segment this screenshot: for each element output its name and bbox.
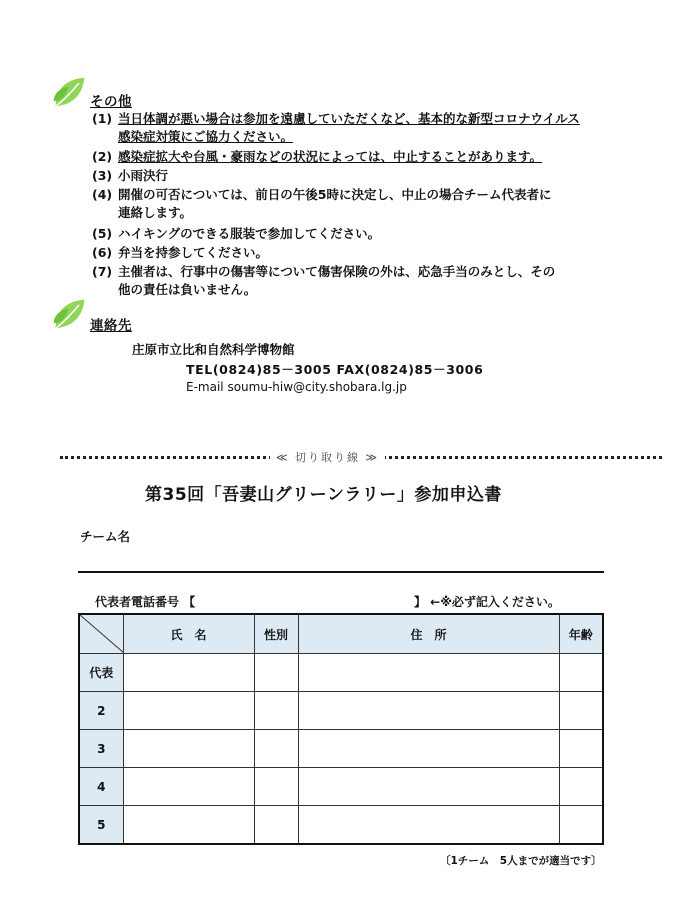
item-number: (1) <box>92 111 113 126</box>
contact-section-title: 連絡先 <box>90 318 132 334</box>
name-cell[interactable] <box>123 654 254 692</box>
item-text: 小雨決行 <box>118 168 169 183</box>
table-row <box>79 654 603 692</box>
table-row <box>79 692 603 730</box>
list-item <box>92 148 652 166</box>
item-text: 弁当を持参してください。 <box>118 245 269 260</box>
item-text: 感染症拡大や台風・豪雨などの状況によっては、中止することがあります。 <box>118 149 543 164</box>
col-name-header: 氏 名 <box>123 614 254 654</box>
item-text: 当日体調が悪い場合は参加を遠慮していただくなど、基本的な新型コロナウイルス <box>118 111 580 126</box>
age-cell[interactable] <box>559 806 603 845</box>
corner-cell <box>79 614 123 654</box>
cut-line-label: ≪ 切り取り線 ≫ <box>270 449 385 465</box>
name-cell[interactable] <box>123 730 254 768</box>
list-item <box>92 110 652 146</box>
item-number: (6) <box>92 245 113 260</box>
address-cell[interactable] <box>298 730 559 768</box>
item-text: 開催の可否については、前日の午後5時に決定し、中止の場合チーム代表者に <box>118 187 552 202</box>
team-name-label: チーム名 <box>80 529 131 544</box>
row-label: 4 <box>79 768 123 806</box>
age-cell[interactable] <box>559 730 603 768</box>
gender-cell[interactable] <box>254 654 298 692</box>
address-cell[interactable] <box>298 692 559 730</box>
col-address-header: 住 所 <box>298 614 559 654</box>
list-item <box>92 186 652 222</box>
item-text-cont: 感染症対策にご協力ください。 <box>118 129 294 144</box>
list-item <box>92 244 652 262</box>
row-label: 2 <box>79 692 123 730</box>
item-text-cont: 連絡します。 <box>118 205 193 220</box>
item-number: (2) <box>92 149 113 164</box>
age-cell[interactable] <box>559 768 603 806</box>
gender-cell[interactable] <box>254 768 298 806</box>
age-cell[interactable] <box>559 692 603 730</box>
address-cell[interactable] <box>298 654 559 692</box>
item-number: (7) <box>92 264 113 279</box>
item-text-cont: 他の責任は負いません。 <box>118 282 257 297</box>
contact-tel-fax: TEL(0824)85－3005 FAX(0824)85－3006 <box>186 362 484 377</box>
col-gender-header: 性別 <box>254 614 298 654</box>
leaf-icon <box>52 74 88 110</box>
diagonal-line <box>80 615 124 653</box>
gender-cell[interactable] <box>254 730 298 768</box>
list-item <box>92 263 652 299</box>
other-section-title: その他 <box>90 94 132 110</box>
item-number: (3) <box>92 168 113 183</box>
table-footnote: 〔1チーム 5人までが適当です〕 <box>440 855 602 867</box>
name-cell[interactable] <box>123 806 254 845</box>
name-cell[interactable] <box>123 692 254 730</box>
list-item <box>92 225 652 243</box>
leaf-icon <box>52 296 88 332</box>
list-item <box>92 167 652 185</box>
address-cell[interactable] <box>298 806 559 845</box>
name-cell[interactable] <box>123 768 254 806</box>
col-age-header: 年齢 <box>559 614 603 654</box>
entry-table <box>78 613 604 845</box>
phone-note: 】 ←※必ず記入ください。 <box>414 595 560 609</box>
table-header-row <box>79 614 603 654</box>
contact-org: 庄原市立比和自然科学博物館 <box>132 342 295 357</box>
row-label: 5 <box>79 806 123 845</box>
gender-cell[interactable] <box>254 692 298 730</box>
team-name-line[interactable] <box>78 571 604 573</box>
contact-email: E-mail soumu-hiw@city.shobara.lg.jp <box>186 380 407 394</box>
gender-cell[interactable] <box>254 806 298 845</box>
row-label: 3 <box>79 730 123 768</box>
table-row <box>79 768 603 806</box>
row-label: 代表 <box>79 654 123 692</box>
age-cell[interactable] <box>559 654 603 692</box>
address-cell[interactable] <box>298 768 559 806</box>
phone-label: 代表者電話番号 【 <box>95 595 196 609</box>
table-row <box>79 730 603 768</box>
table-row <box>79 806 603 845</box>
form-title: 第35回「吾妻山グリーンラリー」参加申込書 <box>145 485 502 505</box>
item-text: 主催者は、行事中の傷害等について傷害保険の外は、応急手当のみとし、その <box>118 264 556 279</box>
item-number: (5) <box>92 226 113 241</box>
item-number: (4) <box>92 187 113 202</box>
item-text: ハイキングのできる服装で参加してください。 <box>118 226 381 241</box>
